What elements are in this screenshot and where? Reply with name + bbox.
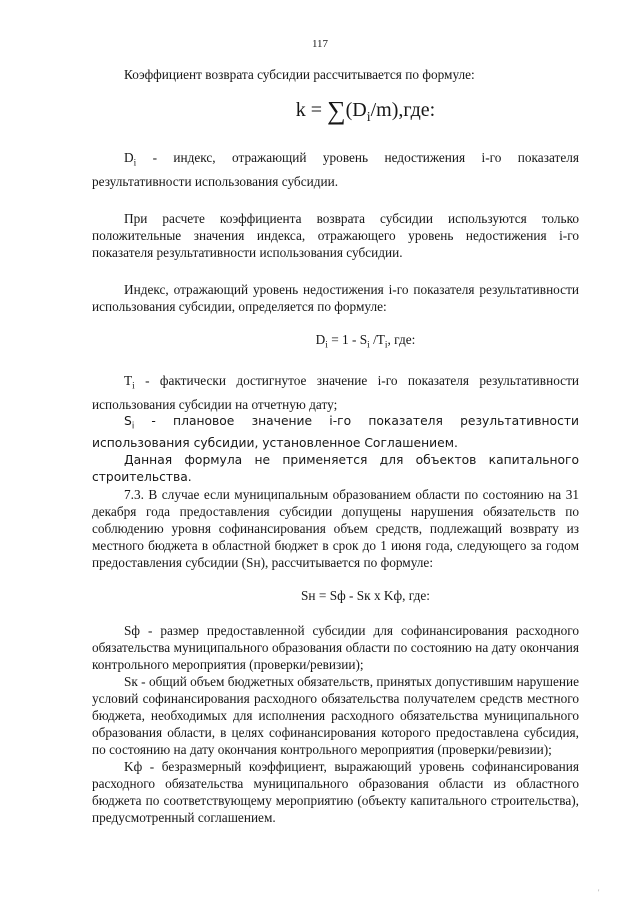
d-sub: i — [133, 158, 137, 169]
scan-mark: ' — [598, 888, 600, 897]
clause-7-3: 7.3. В случае если муниципальным образованием области по состоянию на 31 декабря года предоставления субсидии допущены нарушения обязательств по соблюдению уровня софинансирования объем средств, подлежащий возврату из местного бюджета в областной бюджет в срок до 1 июня года, следующего за годом предоставления субсидии (Sн), рассчитывается по формуле: — [92, 487, 579, 571]
t-definition — [92, 372, 579, 413]
s-text: - плановое значение i-го показателя результативности использования субсидии, установленное Соглашением. — [92, 413, 579, 451]
d-symbol: D — [124, 150, 134, 165]
t-symbol: T — [124, 373, 133, 389]
formula-sn: Sн = Sф - Sк х Kф, где: — [301, 588, 430, 604]
formula-d-s3: i — [384, 340, 388, 351]
sk-definition: Sк - общий объем бюджетных обязательств, принятых допустившим нарушение условий софинансирования расходного обязательства получателем средств местного бюджета, необходимых для исполнения расходного обязательства муниципального образования области, в целях софинансирования которого предоставлена субсидия, по состоянию на дату окончания контрольного мероприятия (проверки/ревизии); — [92, 674, 579, 758]
formula-d — [92, 331, 579, 355]
formula-d-s1: i — [325, 340, 328, 351]
formula-k-lhs: k = — [295, 99, 328, 121]
formula-d-p4: , где: — [387, 331, 416, 347]
sf-definition: Sф - размер предоставленной субсидии для софинансирования расходного обязательства муниципального образования области по состоянию на дату окончания контрольного мероприятия (проверки/ревизии); — [92, 623, 579, 673]
formula-k — [92, 97, 579, 131]
s-definition — [92, 413, 579, 452]
d-text: - индекс, отражающий уровень недостижения i-го показателя результативности использования субсидии. — [92, 150, 579, 189]
formula-k-rest: /m),где: — [370, 99, 436, 121]
s-symbol: S — [124, 413, 132, 428]
page-number: 117 — [311, 38, 329, 50]
kf-definition: Kф - безразмерный коэффициент, выражающий уровень софинансирования расходного обязательства муниципального образования области из областного бюджета по соответствующему мероприятию (объекту капитального строительства), предусмотренный соглашением. — [92, 759, 579, 826]
formula-k-open: (D — [345, 99, 367, 121]
formula-d-s2: i — [367, 340, 370, 351]
t-sub: i — [132, 381, 135, 392]
s-sub: i — [131, 421, 135, 432]
sigma-symbol: ∑ — [327, 96, 346, 125]
positive-values-paragraph: При расчете коэффициента возврата субсидии используются только положительные значения индекса, отражающего уровень недостижения i-го показателя результативности использования субсидии. — [92, 210, 579, 260]
t-text: - фактически достигнутое значение i-го показателя результативности использования субсидии на отчетную дату; — [92, 373, 579, 412]
d-definition — [92, 149, 579, 190]
note-paragraph: Данная формула не применяется для объектов капитального строительства. — [92, 453, 579, 485]
formula-d-p1: D — [315, 331, 326, 347]
formula-k-sub: i — [366, 110, 371, 125]
formula-d-p3: /T — [369, 331, 385, 347]
formula-d-p2: = 1 - S — [327, 331, 368, 347]
document-body — [92, 66, 579, 826]
intro-paragraph: Коэффициент возврата субсидии рассчитывается по формуле: — [124, 67, 475, 82]
index-paragraph: Индекс, отражающий уровень недостижения i-го показателя результативности использования субсидии, определяется по формуле: — [92, 281, 579, 314]
